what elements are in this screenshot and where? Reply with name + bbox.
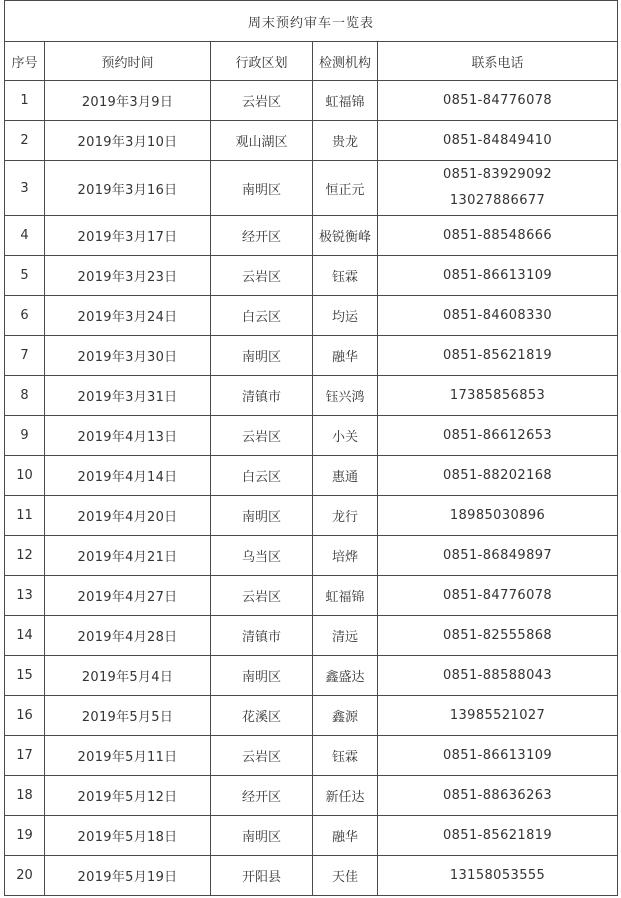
phone-number: 0851-84776078: [442, 587, 553, 603]
phone-number: 0851-88636263: [442, 787, 553, 803]
table-row: [5, 81, 618, 121]
cell-date: 2019年3月10日: [45, 121, 211, 161]
cell-agency: 清远: [313, 616, 378, 656]
table-row: [5, 696, 618, 736]
cell-district: 开阳县: [211, 856, 313, 896]
phone-number: 0851-88548666: [442, 227, 553, 243]
table-row: [5, 816, 618, 856]
cell-date: 2019年3月16日: [45, 161, 211, 216]
cell-agency: 恒正元: [313, 161, 378, 216]
table-title: 周末预约审车一览表: [5, 1, 618, 42]
cell-date: 2019年5月12日: [45, 776, 211, 816]
cell-seq: 2: [5, 121, 45, 161]
phone-number: 0851-88202168: [442, 467, 553, 483]
cell-agency: 鑫源: [313, 696, 378, 736]
phone-number: 13027886677: [449, 193, 546, 208]
cell-phone: [378, 536, 618, 576]
cell-district: 云岩区: [211, 416, 313, 456]
cell-phone: [378, 736, 618, 776]
weekend-inspection-table: [4, 0, 618, 896]
cell-phone: [378, 816, 618, 856]
cell-agency: 融华: [313, 816, 378, 856]
cell-phone: [378, 856, 618, 896]
cell-seq: 3: [5, 161, 45, 216]
phone-number: 0851-85621819: [442, 347, 553, 363]
cell-district: 云岩区: [211, 81, 313, 121]
cell-seq: 8: [5, 376, 45, 416]
header-date: 预约时间: [45, 42, 211, 81]
cell-date: 2019年3月23日: [45, 256, 211, 296]
cell-seq: 20: [5, 856, 45, 896]
cell-district: 观山湖区: [211, 121, 313, 161]
cell-district: 南明区: [211, 816, 313, 856]
header-phone: 联系电话: [378, 42, 618, 81]
schedule-sheet: [4, 0, 617, 896]
cell-phone: [378, 456, 618, 496]
phone-number: 0851-86613109: [442, 747, 553, 763]
cell-seq: 5: [5, 256, 45, 296]
table-row: [5, 536, 618, 576]
phone-number: 0851-84776078: [442, 92, 553, 108]
cell-district: 南明区: [211, 496, 313, 536]
table-row: [5, 296, 618, 336]
phone-number: 0851-84608330: [442, 307, 553, 323]
cell-date: 2019年3月30日: [45, 336, 211, 376]
cell-agency: 小关: [313, 416, 378, 456]
cell-phone: [378, 656, 618, 696]
cell-seq: 6: [5, 296, 45, 336]
cell-agency: 极锐衡峰: [313, 216, 378, 256]
cell-agency: 贵龙: [313, 121, 378, 161]
cell-seq: 16: [5, 696, 45, 736]
cell-seq: 10: [5, 456, 45, 496]
cell-date: 2019年4月27日: [45, 576, 211, 616]
cell-phone: [378, 296, 618, 336]
cell-seq: 1: [5, 81, 45, 121]
table-row: [5, 256, 618, 296]
cell-seq: 15: [5, 656, 45, 696]
cell-district: 清镇市: [211, 376, 313, 416]
table-row: [5, 456, 618, 496]
table-row: [5, 736, 618, 776]
cell-district: 白云区: [211, 456, 313, 496]
phone-number: 13158053555: [449, 867, 546, 883]
cell-agency: 新任达: [313, 776, 378, 816]
cell-phone: [378, 216, 618, 256]
table-row: [5, 336, 618, 376]
table-row: [5, 856, 618, 896]
cell-seq: 17: [5, 736, 45, 776]
cell-district: 云岩区: [211, 736, 313, 776]
cell-district: 南明区: [211, 161, 313, 216]
cell-phone: [378, 776, 618, 816]
cell-date: 2019年4月13日: [45, 416, 211, 456]
phone-number: 17385856853: [449, 387, 546, 403]
header-seq: 序号: [5, 42, 45, 81]
cell-agency: 虹福锦: [313, 81, 378, 121]
cell-agency: 培烨: [313, 536, 378, 576]
cell-seq: 7: [5, 336, 45, 376]
cell-phone: [378, 616, 618, 656]
table-row: [5, 161, 618, 216]
cell-phone: [378, 576, 618, 616]
phone-number: 0851-85621819: [442, 827, 553, 843]
cell-agency: 天佳: [313, 856, 378, 896]
table-header-row: [5, 42, 618, 81]
cell-phone: [378, 336, 618, 376]
table-row: [5, 496, 618, 536]
cell-district: 白云区: [211, 296, 313, 336]
cell-district: 花溪区: [211, 696, 313, 736]
cell-seq: 14: [5, 616, 45, 656]
header-district: 行政区划: [211, 42, 313, 81]
cell-seq: 12: [5, 536, 45, 576]
cell-agency: 钰霖: [313, 736, 378, 776]
phone-number: 0851-86612653: [442, 427, 553, 443]
cell-date: 2019年5月11日: [45, 736, 211, 776]
table-title-row: [5, 1, 618, 42]
table-row: [5, 416, 618, 456]
phone-number: 0851-82555868: [442, 627, 553, 643]
cell-phone: [378, 496, 618, 536]
table-row: [5, 656, 618, 696]
cell-date: 2019年5月18日: [45, 816, 211, 856]
cell-date: 2019年4月20日: [45, 496, 211, 536]
cell-date: 2019年5月5日: [45, 696, 211, 736]
cell-date: 2019年4月28日: [45, 616, 211, 656]
phone-number: 0851-84849410: [442, 132, 553, 148]
cell-agency: 虹福锦: [313, 576, 378, 616]
cell-date: 2019年3月17日: [45, 216, 211, 256]
phone-number: 18985030896: [449, 507, 546, 523]
cell-phone: [378, 696, 618, 736]
phone-number: 0851-83929092: [442, 167, 553, 182]
cell-district: 乌当区: [211, 536, 313, 576]
phone-number: 0851-86849897: [442, 547, 553, 563]
cell-seq: 19: [5, 816, 45, 856]
cell-agency: 钰霖: [313, 256, 378, 296]
table-row: [5, 576, 618, 616]
phone-number: 0851-88588043: [442, 667, 553, 683]
cell-district: 云岩区: [211, 256, 313, 296]
header-agency: 检测机构: [313, 42, 378, 81]
table-row: [5, 776, 618, 816]
cell-seq: 13: [5, 576, 45, 616]
cell-district: 清镇市: [211, 616, 313, 656]
table-row: [5, 376, 618, 416]
cell-district: 经开区: [211, 216, 313, 256]
cell-seq: 18: [5, 776, 45, 816]
cell-phone: [378, 256, 618, 296]
cell-agency: 惠通: [313, 456, 378, 496]
cell-agency: 鑫盛达: [313, 656, 378, 696]
cell-seq: 9: [5, 416, 45, 456]
cell-agency: 龙行: [313, 496, 378, 536]
phone-number: 13985521027: [449, 707, 546, 723]
cell-agency: 融华: [313, 336, 378, 376]
cell-district: 经开区: [211, 776, 313, 816]
cell-date: 2019年5月4日: [45, 656, 211, 696]
cell-phone: [378, 416, 618, 456]
cell-agency: 均运: [313, 296, 378, 336]
cell-district: 南明区: [211, 656, 313, 696]
cell-date: 2019年5月19日: [45, 856, 211, 896]
cell-seq: 4: [5, 216, 45, 256]
cell-district: 云岩区: [211, 576, 313, 616]
cell-district: 南明区: [211, 336, 313, 376]
cell-date: 2019年3月9日: [45, 81, 211, 121]
table-row: [5, 216, 618, 256]
table-row: [5, 121, 618, 161]
cell-date: 2019年4月14日: [45, 456, 211, 496]
cell-phone: [378, 161, 618, 216]
cell-date: 2019年3月31日: [45, 376, 211, 416]
cell-phone: [378, 376, 618, 416]
phone-number: 0851-86613109: [442, 267, 553, 283]
cell-date: 2019年4月21日: [45, 536, 211, 576]
cell-agency: 钰兴鸿: [313, 376, 378, 416]
cell-phone: [378, 121, 618, 161]
table-row: [5, 616, 618, 656]
cell-date: 2019年3月24日: [45, 296, 211, 336]
cell-phone: [378, 81, 618, 121]
cell-seq: 11: [5, 496, 45, 536]
